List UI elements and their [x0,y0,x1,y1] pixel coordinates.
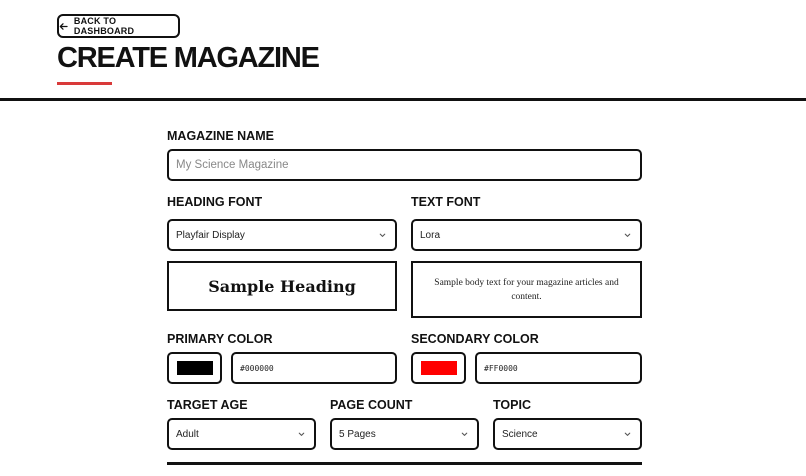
primary-color-hex-value: #000000 [240,363,274,373]
page-count-value: 5 Pages [339,428,376,440]
heading-font-preview [167,261,397,311]
page-count-label: PAGE COUNT [330,398,413,412]
text-font-select[interactable] [411,219,642,251]
primary-color-swatch-button[interactable] [167,352,222,384]
heading-font-value: Playfair Display [176,229,245,241]
magazine-name-input[interactable] [167,149,642,181]
form-bottom-divider [167,462,642,465]
heading-font-label: HEADING FONT [167,195,263,209]
topic-label: TOPIC [493,398,531,412]
chevron-down-icon [460,430,469,439]
page-title: CREATE MAGAZINE [57,42,319,74]
magazine-name-label: MAGAZINE NAME [167,129,274,143]
back-to-dashboard-button[interactable] [57,14,180,38]
secondary-color-swatch-button[interactable] [411,352,466,384]
chevron-down-icon [378,231,387,240]
secondary-color-swatch [421,361,457,375]
text-font-value: Lora [420,229,441,241]
primary-color-swatch [177,361,213,375]
back-button-label: BACK TO DASHBOARD [73,16,135,36]
primary-color-hex-input[interactable] [231,352,397,384]
chevron-down-icon [623,430,632,439]
secondary-color-hex-input[interactable] [475,352,642,384]
page-count-select[interactable] [330,418,479,450]
topic-select[interactable] [493,418,642,450]
target-age-select[interactable] [167,418,316,450]
heading-font-select[interactable] [167,219,397,251]
chevron-down-icon [623,231,632,240]
target-age-label: TARGET AGE [167,398,248,412]
text-font-label: TEXT FONT [411,195,481,209]
topic-value: Science [502,428,538,440]
page-header [0,0,806,101]
secondary-color-label: SECONDARY COLOR [411,332,539,346]
target-age-value: Adult [176,428,199,440]
arrow-left-icon [59,22,68,31]
chevron-down-icon [297,430,306,439]
text-font-preview [411,261,642,318]
body-preview-text: Sample body text for your magazine articles and content. [434,277,619,302]
magazine-name-placeholder: My Science Magazine [176,159,289,171]
secondary-color-hex-value: #FF0000 [484,363,518,373]
heading-preview-text: Sample Heading [208,276,356,296]
title-accent-underline [57,82,112,85]
primary-color-label: PRIMARY COLOR [167,332,273,346]
